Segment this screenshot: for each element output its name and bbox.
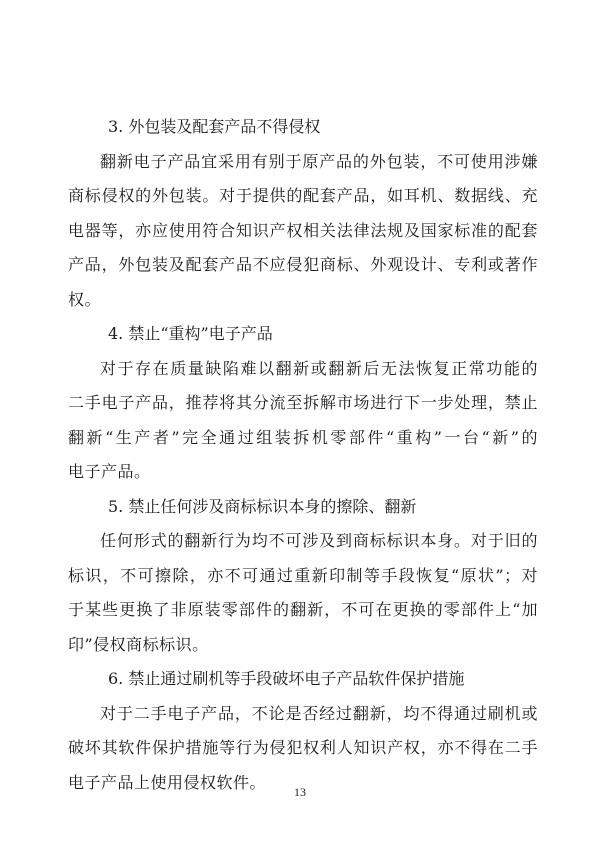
text-line: 对于二手电子产品，不论是否经过翻新，均不得通过刷机或 bbox=[100, 703, 538, 723]
text-line: 印”侵权商标标识。 bbox=[68, 634, 209, 654]
section-heading-reconstruct: 4. 禁止“重构”电子产品 bbox=[108, 324, 273, 343]
text-line: 破坏其软件保护措施等行为侵犯权利人知识产权，亦不得在二手 bbox=[68, 738, 538, 757]
section-heading-software: 6. 禁止通过刷机等手段破坏电子产品软件保护措施 bbox=[108, 669, 465, 688]
text-line: 电子产品。 bbox=[68, 462, 151, 481]
text-line: 翻新电子产品宜采用有别于原产品的外包装，不可使用涉嫌 bbox=[100, 151, 538, 171]
paragraph-reconstruct bbox=[68, 352, 538, 490]
paragraph-trademark bbox=[68, 524, 538, 662]
text-line: 商标侵权的外包装。对于提供的配套产品，如耳机、数据线、充 bbox=[68, 186, 538, 205]
text-line: 电子产品上使用侵权软件。 bbox=[68, 772, 267, 792]
text-line: 翻新“生产者”完全通过组装拆机零部件“重构”一台“新”的 bbox=[68, 427, 538, 447]
text-line: 二手电子产品，推荐将其分流至拆解市场进行下一步处理，禁止 bbox=[68, 393, 538, 412]
page-number: 13 bbox=[294, 785, 306, 799]
text-line: 标识，不可擦除，亦不可通过重新印制等手段恢复“原状”；对 bbox=[68, 565, 538, 585]
paragraph-packaging bbox=[68, 145, 538, 318]
text-line: 产品，外包装及配套产品不应侵犯商标、外观设计、专利或著作 bbox=[68, 255, 538, 274]
text-line: 对于存在质量缺陷难以翻新或翻新后无法恢复正常功能的 bbox=[100, 358, 538, 378]
section-heading-trademark: 5. 禁止任何涉及商标标识本身的擦除、翻新 bbox=[108, 496, 417, 516]
text-line: 任何形式的翻新行为均不可涉及到商标标识本身。对于旧的 bbox=[100, 531, 538, 550]
text-line: 权。 bbox=[68, 289, 102, 309]
text-line: 电器等，亦应使用符合知识产权相关法律法规及国家标准的配套 bbox=[68, 220, 538, 240]
document-body bbox=[68, 110, 538, 800]
section-heading-packaging: 3. 外包装及配套产品不得侵权 bbox=[108, 117, 321, 136]
text-line: 于某些更换了非原装零部件的翻新，不可在更换的零部件上“加 bbox=[68, 600, 538, 619]
